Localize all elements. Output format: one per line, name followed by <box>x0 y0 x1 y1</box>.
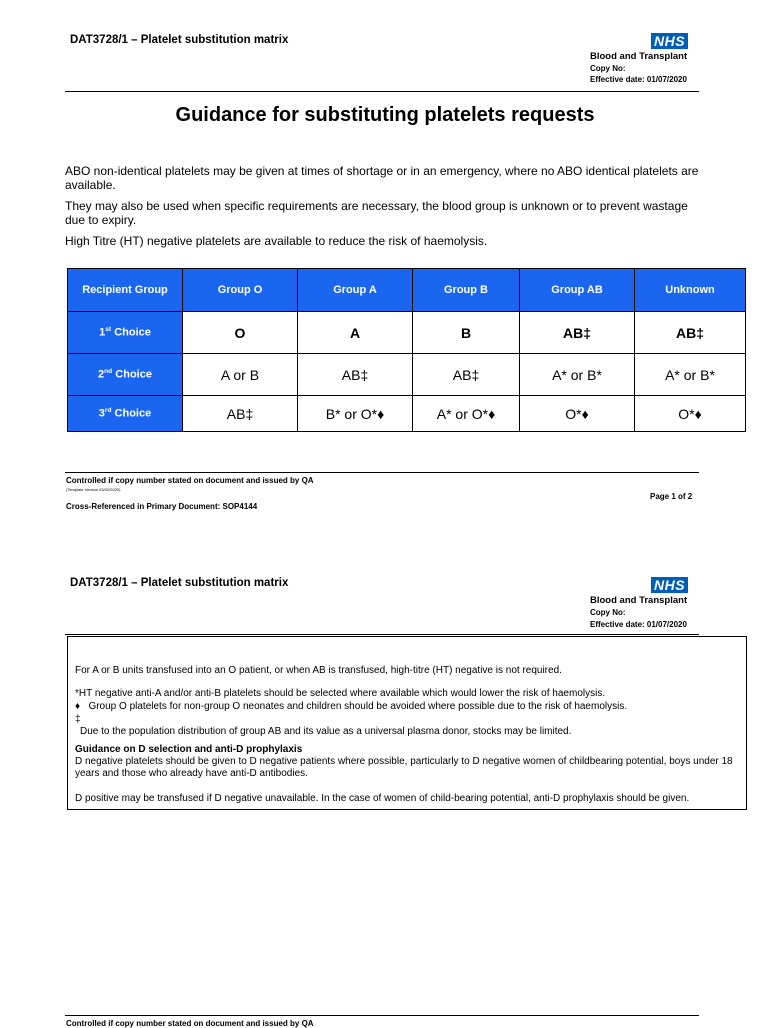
controlled-copy-notice: Controlled if copy number stated on document and issued by QA <box>66 1019 314 1028</box>
page-number: Page 1 of 2 <box>650 492 693 501</box>
note-group-ab-stocks: Due to the population distribution of group AB and its value as a universal plasma donor, stocks may be limited. <box>80 726 572 737</box>
table-row <box>68 396 746 432</box>
footer-divider <box>65 1015 699 1016</box>
effective-date: Effective date: 01/07/2020 <box>590 620 687 629</box>
nhs-logo: NHS <box>651 577 688 593</box>
column-header: Group O <box>183 269 298 312</box>
table-cell: AB‡ <box>298 354 413 396</box>
footer-divider <box>65 472 699 473</box>
column-header: Group A <box>298 269 413 312</box>
note-d-negative: D negative platelets should be given to D negative patients where possible, particularly to D negative women of childbearing potential, boys under 18 years and those who already have anti-D antibodies. <box>75 756 733 779</box>
table-header-row <box>68 269 746 312</box>
column-header: Group B <box>413 269 520 312</box>
nhs-logo: NHS <box>651 33 688 49</box>
note-d-positive: D positive may be transfused if D negative unavailable. In the case of women of child-bearing potential, anti-D prophylaxis should be given. <box>75 793 690 804</box>
column-header: Unknown <box>635 269 746 312</box>
column-header: Group AB <box>520 269 635 312</box>
diamond-symbol: ♦ <box>75 701 81 712</box>
copy-number: Copy No: <box>590 608 626 617</box>
table-cell: A* or B* <box>520 354 635 396</box>
effective-date: Effective date: 01/07/2020 <box>590 75 687 84</box>
intro-paragraph-1: ABO non-identical platelets may be given at times of shortage or in an emergency, where no ABO identical platelets are available. <box>65 164 699 192</box>
table-cell: A* or O*♦ <box>413 396 520 432</box>
intro-paragraph-2: They may also be used when specific requirements are necessary, the blood group is unknown or to prevent wastage due to expiry. <box>65 199 688 227</box>
table-row <box>68 354 746 396</box>
table-cell: AB‡ <box>413 354 520 396</box>
cross-reference: Cross-Referenced in Primary Document: SOP4144 <box>66 502 258 511</box>
document-code: DAT3728/1 – Platelet substitution matrix <box>70 34 289 46</box>
substitution-matrix <box>67 268 746 432</box>
table-cell: O*♦ <box>635 396 746 432</box>
intro-paragraph-3: High Titre (HT) negative platelets are available to reduce the risk of haemolysis. <box>65 234 488 248</box>
note-group-o-neonates: ♦ Group O platelets for non-group O neonates and children should be avoided where possible due to the risk of haemolysis. <box>75 701 628 712</box>
note-ht-negative: *HT negative anti-A and/or anti-B platelets should be selected where available which would lower the risk of haemolysis. <box>75 688 606 699</box>
d-selection-heading: Guidance on D selection and anti-D prophylaxis <box>75 744 303 755</box>
table-cell: AB‡ <box>183 396 298 432</box>
header-divider <box>65 634 699 635</box>
table-cell: A <box>298 312 413 354</box>
row-header-third-choice: 3rd Choice <box>68 396 183 432</box>
notes-box <box>67 636 747 810</box>
table-cell: A* or B* <box>635 354 746 396</box>
table-cell: O <box>183 312 298 354</box>
table-cell: O*♦ <box>520 396 635 432</box>
table-cell: AB‡ <box>635 312 746 354</box>
organisation-name: Blood and Transplant <box>590 595 688 606</box>
column-header: Recipient Group <box>68 269 183 312</box>
row-header-first-choice: 1st Choice <box>68 312 183 354</box>
template-version: (Template Version 03/02/2020) <box>66 487 121 492</box>
table-cell: AB‡ <box>520 312 635 354</box>
note-ht-not-required: For A or B units transfused into an O patient, or when AB is transfused, high-titre (HT) negative is not required. <box>75 665 562 676</box>
header-divider <box>65 91 699 92</box>
copy-number: Copy No: <box>590 64 626 73</box>
table-cell: B* or O*♦ <box>298 396 413 432</box>
table-cell: A or B <box>183 354 298 396</box>
table-row <box>68 312 746 354</box>
double-dagger-symbol: ‡ <box>75 714 81 725</box>
controlled-copy-notice: Controlled if copy number stated on document and issued by QA <box>66 476 314 485</box>
organisation-name: Blood and Transplant <box>590 51 688 62</box>
table-cell: B <box>413 312 520 354</box>
row-header-second-choice: 2nd Choice <box>68 354 183 396</box>
document-code: DAT3728/1 – Platelet substitution matrix <box>70 577 289 589</box>
page-title: Guidance for substituting platelets requests <box>175 104 595 126</box>
